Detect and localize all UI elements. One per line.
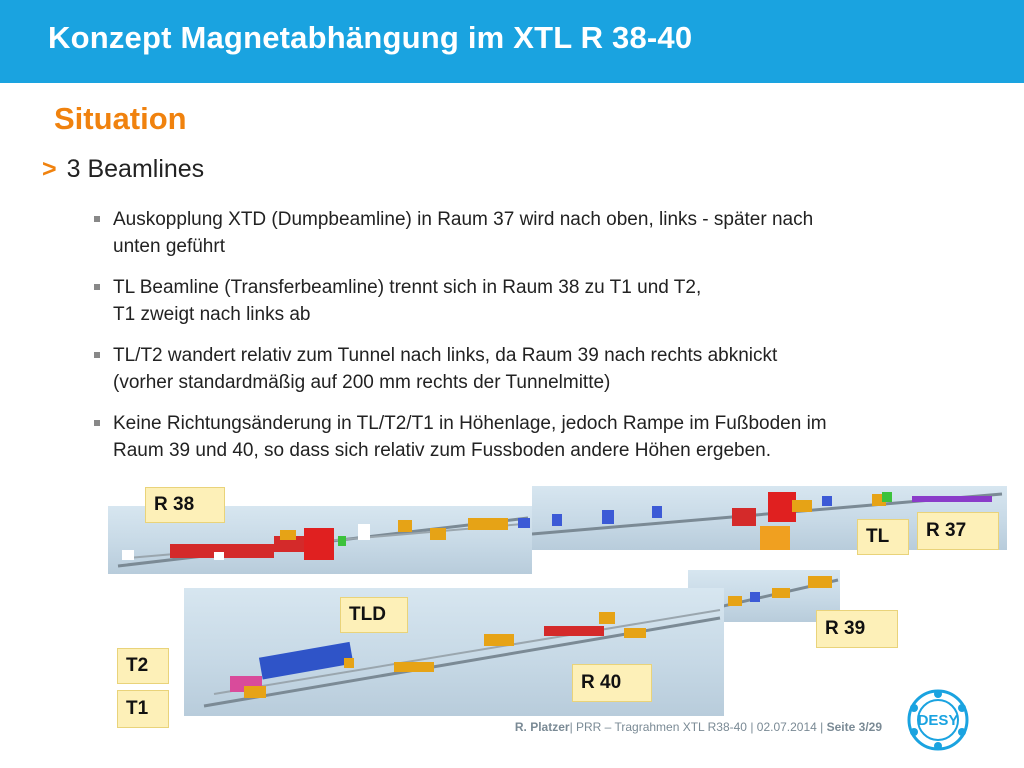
tag-tld: TLD: [340, 597, 408, 633]
bullet-line: TL/T2 wandert relativ zum Tunnel nach links, da Raum 39 nach rechts abknickt: [113, 345, 778, 366]
tag-r40: R 40: [572, 664, 652, 702]
logo-text: DESY: [917, 712, 959, 729]
header-bar: [0, 0, 1024, 83]
bullet-item: [92, 342, 972, 396]
section-title: Situation: [54, 101, 187, 136]
tag-t2: T2: [117, 648, 169, 684]
footer-meta: | PRR – Tragrahmen XTL R38-40 | 02.07.2014 |: [569, 720, 824, 734]
tag-r37: R 37: [917, 512, 999, 550]
arrow-icon: >: [42, 155, 57, 183]
bullet-list: [92, 206, 972, 478]
bullet-item: [92, 410, 972, 464]
desy-logo-icon: [906, 688, 970, 752]
bullet-line: Keine Richtungsänderung in TL/T2/T1 in Höhenlage, jedoch Rampe im Fußboden im: [113, 413, 827, 434]
bullet-line: unten geführt: [113, 236, 225, 257]
level1-item: [42, 155, 204, 184]
bullet-line: (vorher standardmäßig auf 200 mm rechts der Tunnelmitte): [113, 372, 611, 393]
bullet-line: Raum 39 und 40, so dass sich relativ zum Fussboden andere Höhen ergeben.: [113, 440, 772, 461]
tag-t1: T1: [117, 690, 169, 728]
bullet-line: TL Beamline (Transferbeamline) trennt sich in Raum 38 zu T1 und T2,: [113, 277, 702, 298]
tag-r39: R 39: [816, 610, 898, 648]
desy-logo: [906, 688, 970, 752]
footer: [515, 720, 882, 734]
slide-title: Konzept Magnetabhängung im XTL R 38-40: [48, 20, 693, 55]
bullet-item: [92, 206, 972, 260]
tag-tl: TL: [857, 519, 909, 555]
bullet-item: [92, 274, 972, 328]
tag-r38: R 38: [145, 487, 225, 523]
bullet-line: T1 zweigt nach links ab: [113, 304, 311, 325]
level1-text: 3 Beamlines: [66, 155, 205, 183]
footer-page: Seite 3/29: [826, 720, 882, 734]
bullet-line: Auskopplung XTD (Dumpbeamline) in Raum 37 wird nach oben, links - später nach: [113, 209, 814, 230]
footer-author: R. Platzer: [514, 720, 570, 734]
